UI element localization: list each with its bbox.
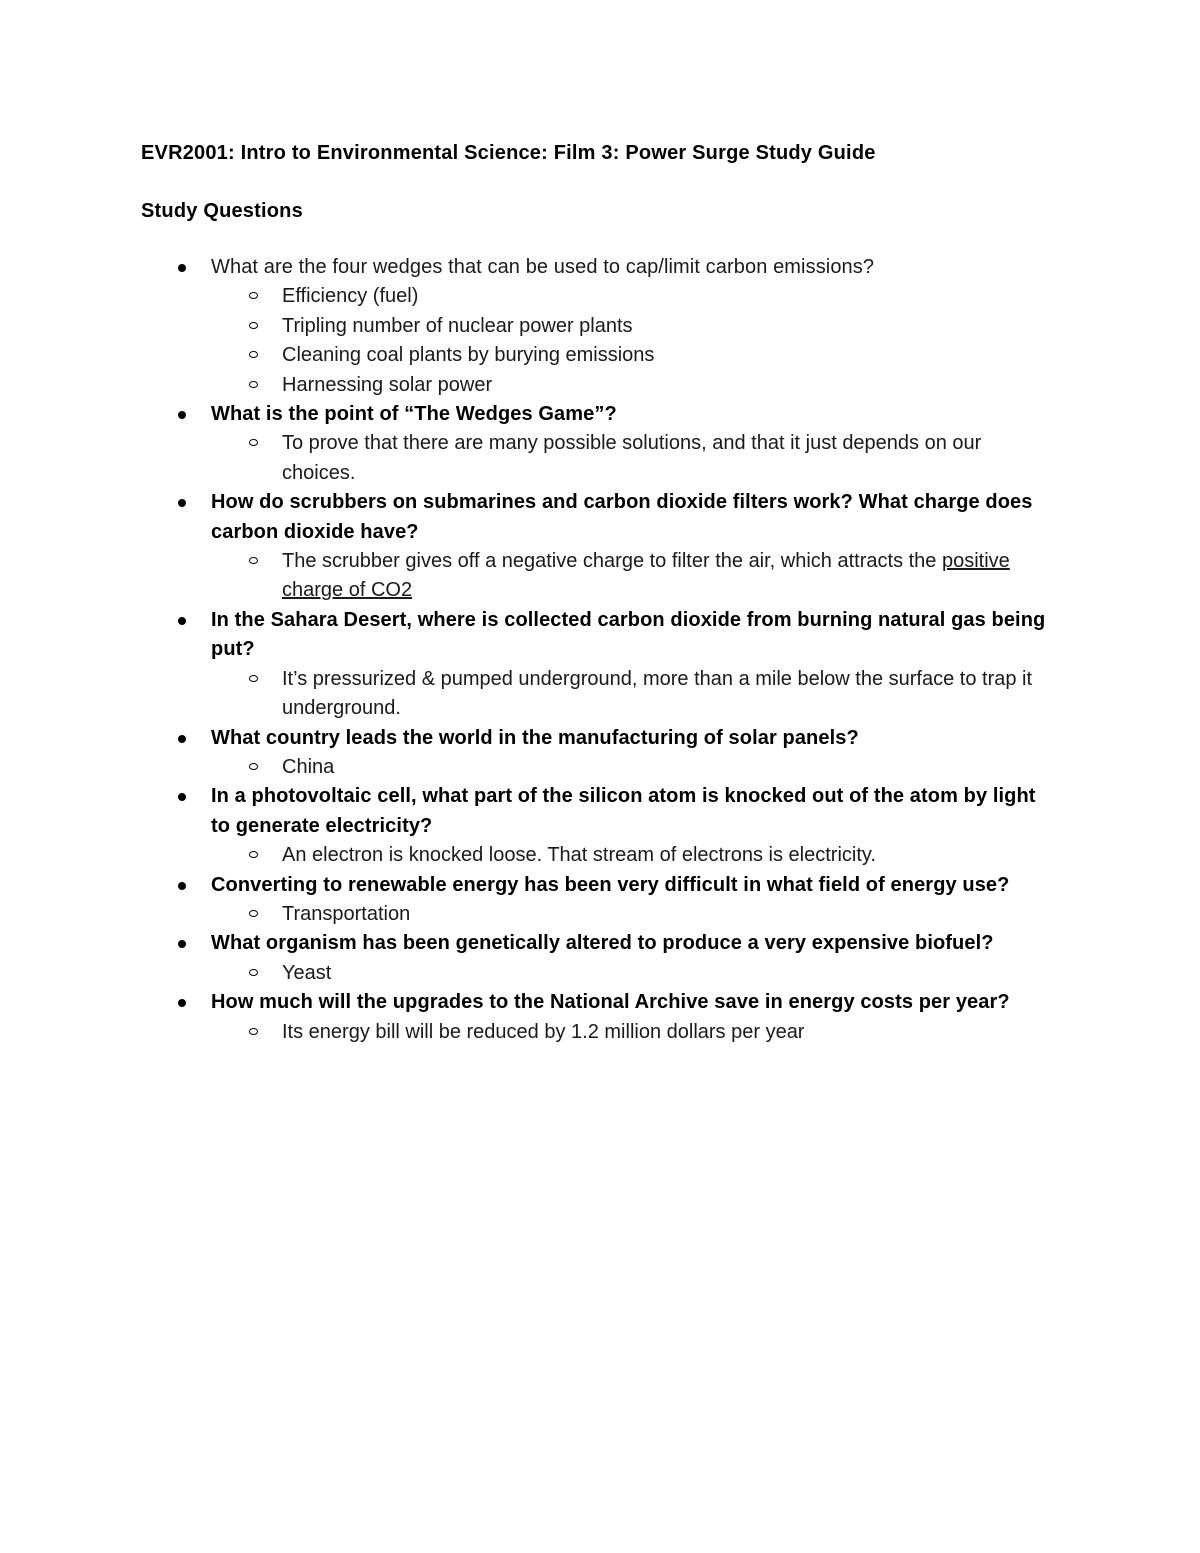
answer-list — [0, 282, 1200, 400]
question-item — [0, 253, 1200, 400]
hollow-bullet-icon — [249, 851, 258, 858]
question-text: What are the four wedges that can be used to cap/limit carbon emissions? — [211, 256, 875, 278]
document-title: EVR2001: Intro to Environmental Science: Film 3: Power Surge Study Guide — [141, 142, 876, 164]
question-item — [0, 782, 1200, 870]
section-heading: Study Questions — [141, 200, 303, 222]
answer-list — [0, 753, 1200, 782]
answer-item — [0, 900, 1200, 929]
question-text: What is the point of “The Wedges Game”? — [211, 403, 617, 426]
bullet-icon — [178, 264, 186, 272]
answer-text — [282, 665, 1052, 724]
hollow-bullet-icon — [249, 675, 258, 682]
question-item — [0, 871, 1200, 930]
answer-list — [0, 841, 1200, 870]
bullet-icon — [178, 940, 186, 948]
answer-text — [282, 959, 1052, 988]
answer-list — [0, 547, 1200, 606]
hollow-bullet-icon — [249, 1028, 258, 1035]
answer-text — [282, 1018, 1052, 1047]
answer-item — [0, 547, 1200, 606]
answer-text — [282, 547, 1052, 606]
answer-text-main: Efficiency (fuel) — [282, 285, 419, 308]
answer-text — [282, 429, 1052, 488]
question-text: In a photovoltaic cell, what part of the silicon atom is knocked out of the atom by light to generate electricity? — [211, 785, 1036, 837]
answer-text — [282, 841, 1052, 870]
answer-item — [0, 371, 1200, 400]
answer-text-main: Cleaning coal plants by burying emissions — [282, 344, 655, 367]
hollow-bullet-icon — [249, 910, 258, 917]
hollow-bullet-icon — [249, 381, 258, 388]
answer-item — [0, 341, 1200, 370]
bullet-icon — [178, 411, 186, 419]
question-text: In the Sahara Desert, where is collected carbon dioxide from burning natural gas being put? — [211, 608, 1046, 661]
answer-item — [0, 959, 1200, 988]
answer-text-main: It’s pressurized & pumped underground, more than a mile below the surface to trap it underground. — [282, 667, 1033, 720]
answer-text-main: To prove that there are many possible solutions, and that it just depends on our choices. — [282, 432, 982, 484]
answer-item — [0, 841, 1200, 870]
answer-text-main: Tripling number of nuclear power plants — [282, 314, 633, 337]
answer-underlined-text: positive charge of CO2 — [282, 550, 1010, 602]
answer-text-main: The scrubber gives off a negative charge to filter the air, which attracts the — [282, 550, 942, 573]
question-text: How much will the upgrades to the National Archive save in energy costs per year? — [211, 991, 1010, 1014]
answer-list — [0, 1018, 1200, 1047]
hollow-bullet-icon — [249, 322, 258, 329]
answer-text-main: Its energy bill will be reduced by 1.2 million dollars per year — [282, 1020, 805, 1043]
answer-text — [282, 282, 1052, 311]
bullet-icon — [178, 882, 186, 890]
answer-item — [0, 282, 1200, 311]
question-item — [0, 400, 1200, 488]
bullet-icon — [178, 999, 186, 1007]
answer-text-main: Harnessing solar power — [282, 373, 493, 396]
answer-text-main: An electron is knocked loose. That stream of electrons is electricity. — [282, 844, 876, 867]
answer-item — [0, 665, 1200, 724]
hollow-bullet-icon — [249, 351, 258, 358]
answer-text-main: China — [282, 755, 335, 778]
bullet-icon — [178, 499, 186, 507]
question-item — [0, 488, 1200, 606]
answer-list — [0, 900, 1200, 929]
hollow-bullet-icon — [249, 557, 258, 564]
answer-item — [0, 753, 1200, 782]
answer-text-main: Yeast — [282, 961, 332, 984]
answer-list — [0, 665, 1200, 724]
answer-text — [282, 900, 1052, 929]
answer-text-main: Transportation — [282, 902, 411, 925]
question-item — [0, 724, 1200, 783]
hollow-bullet-icon — [249, 439, 258, 446]
answer-list — [0, 429, 1200, 488]
answer-item — [0, 1018, 1200, 1047]
bullet-icon — [178, 617, 186, 625]
hollow-bullet-icon — [249, 292, 258, 299]
answer-item — [0, 312, 1200, 341]
answer-text — [282, 371, 1052, 400]
answer-text — [282, 753, 1052, 782]
question-item — [0, 988, 1200, 1047]
question-text: What organism has been genetically altered to produce a very expensive biofuel? — [211, 932, 994, 955]
bullet-icon — [178, 735, 186, 743]
question-item — [0, 929, 1200, 988]
question-text: How do scrubbers on submarines and carbon dioxide filters work? What charge does carbon dioxide have? — [211, 491, 1033, 543]
question-list — [0, 253, 1200, 1047]
answer-text — [282, 312, 1052, 341]
answer-list — [0, 959, 1200, 988]
hollow-bullet-icon — [249, 969, 258, 976]
question-text: Converting to renewable energy has been very difficult in what field of energy use? — [211, 873, 1010, 896]
question-text: What country leads the world in the manufacturing of solar panels? — [211, 726, 859, 749]
bullet-icon — [178, 793, 186, 801]
hollow-bullet-icon — [249, 763, 258, 770]
answer-item — [0, 429, 1200, 488]
question-item — [0, 606, 1200, 724]
answer-text — [282, 341, 1052, 370]
